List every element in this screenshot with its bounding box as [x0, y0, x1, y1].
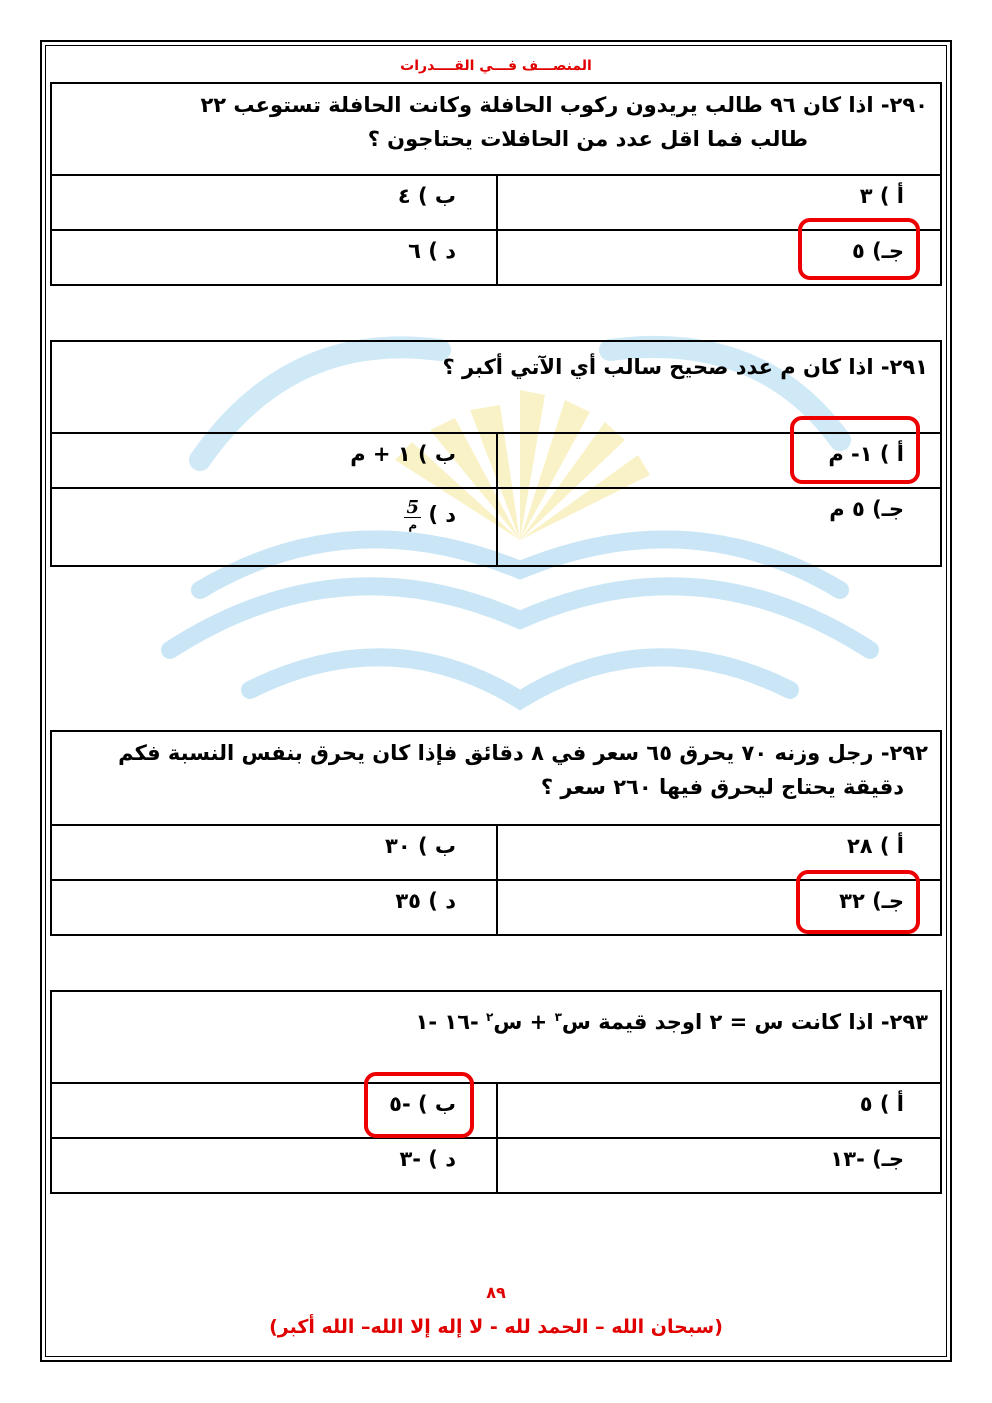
option-d-prefix: د ) — [428, 502, 456, 527]
option-d[interactable]: د ) -٣ — [399, 1147, 456, 1171]
option-c[interactable]: جـ) ٣٢ — [839, 889, 904, 913]
question-line: ٢٩٢- رجل وزنه ٧٠ يحرق ٦٥ سعر في ٨ دقائق فإذا كان يحرق بنفس النسبة فكم — [118, 741, 928, 765]
option-a[interactable]: أ ) ٢٨ — [846, 834, 904, 858]
question-line: ٢٩١- اذا كان م عدد صحيح سالب أي الآتي أكبر ؟ — [442, 355, 928, 379]
question-292-text — [64, 736, 928, 804]
option-b[interactable]: ب ) ٣٠ — [385, 834, 456, 858]
question-292-box — [50, 730, 942, 826]
option-a[interactable]: أ ) ١- م — [828, 442, 904, 466]
question-290-box — [50, 82, 942, 176]
fraction — [404, 499, 421, 532]
question-line: ٢٩٠- اذا كان ٩٦ طالب يريدون ركوب الحافلة وكانت الحافلة تستوعب ٢٢ — [200, 93, 928, 117]
question-line: دقيقة يحتاج ليحرق فيها ٢٦٠ سعر ؟ — [540, 775, 904, 799]
option-c[interactable]: جـ) ٥ م — [829, 497, 904, 521]
question-line: طالب فما اقل عدد من الحافلات يحتاجون ؟ — [367, 127, 808, 151]
option-b[interactable]: ب ) -٥ — [389, 1092, 456, 1116]
option-c[interactable]: جـ) ٥ — [851, 239, 904, 263]
question-291-text — [64, 350, 928, 384]
cell-divider — [496, 826, 498, 879]
exponent: ٢ — [486, 1010, 494, 1024]
page-header: المنصـــف فـــي القــــدرات — [400, 58, 592, 74]
option-b[interactable]: ب ) ١ + م — [350, 442, 456, 466]
cell-divider — [496, 881, 498, 934]
cell-divider — [496, 1139, 498, 1192]
question-293-text — [64, 1000, 928, 1039]
cell-divider — [496, 231, 498, 284]
book-curve — [170, 586, 870, 650]
page-number: ٨٩ — [486, 1283, 506, 1302]
question-293-box — [50, 990, 942, 1084]
option-d[interactable]: د ) ٦ — [408, 239, 456, 263]
cell-divider — [496, 1084, 498, 1137]
answer-circle — [364, 1072, 474, 1138]
question-290-text — [64, 88, 928, 156]
cell-divider — [496, 176, 498, 229]
answer-circle — [798, 218, 920, 280]
answer-circle — [796, 870, 920, 934]
option-d[interactable] — [404, 499, 456, 532]
question-text-part: -١٦ -١ — [415, 1010, 487, 1034]
option-d[interactable]: د ) ٣٥ — [395, 889, 456, 913]
answer-circle — [790, 416, 920, 484]
fraction-denominator: م — [408, 518, 418, 532]
fraction-numerator: 5 — [406, 497, 419, 518]
book-curve — [250, 657, 790, 700]
options-row — [50, 1139, 942, 1194]
exponent: ٣ — [554, 1010, 562, 1024]
options-row — [50, 1084, 942, 1139]
option-a[interactable]: أ ) ٥ — [859, 1092, 904, 1116]
cell-divider — [496, 489, 498, 565]
question-text-part: ٢٩٣- اذا كانت س = ٢ اوجد قيمة س — [561, 1010, 928, 1034]
footer-text: (سبحان الله – الحمد لله - لا إله إلا الله– الله أكبر) — [269, 1316, 723, 1338]
cell-divider — [496, 434, 498, 487]
option-b[interactable]: ب ) ٤ — [397, 184, 456, 208]
options-row — [50, 489, 942, 567]
option-c[interactable]: جـ) -١٣ — [830, 1147, 904, 1171]
option-a[interactable]: أ ) ٣ — [859, 184, 904, 208]
question-text-part: + س — [493, 1010, 555, 1034]
